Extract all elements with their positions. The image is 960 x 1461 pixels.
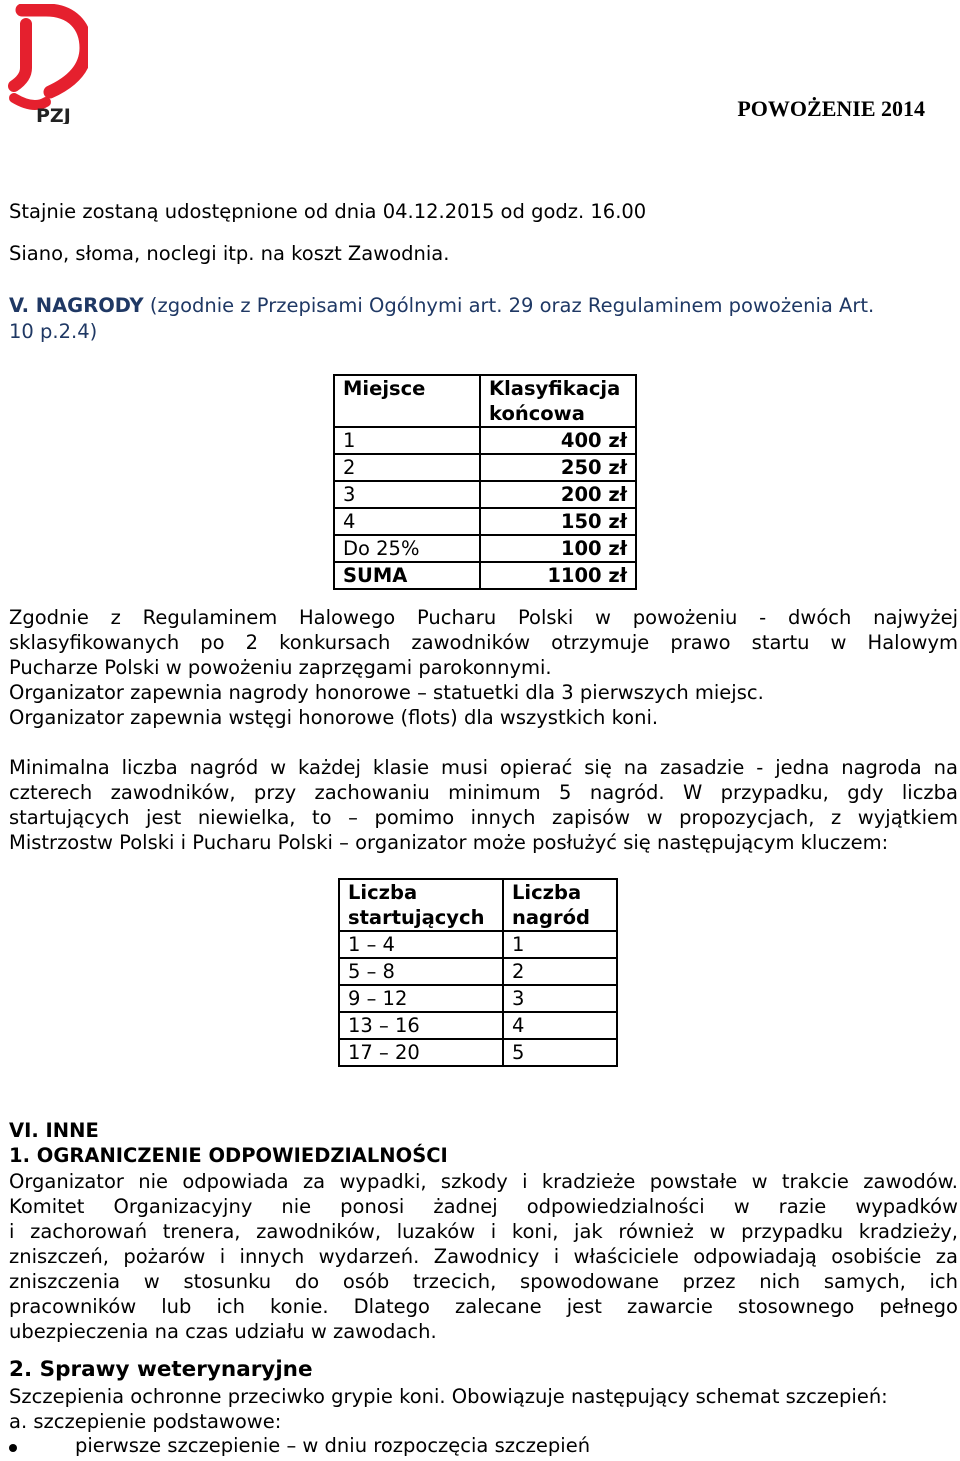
table-header-row	[334, 375, 636, 427]
table-row	[339, 931, 617, 958]
table-header-row	[339, 879, 617, 931]
starters-cell: 17 – 20	[339, 1039, 503, 1066]
prize-note-line: Pucharze Polski w powożeniu zaprzęgami parokonnymi.	[9, 656, 552, 679]
vet-basic-label: a. szczepienie podstawowe:	[9, 1410, 282, 1433]
amount-cell: 100 zł	[480, 535, 636, 562]
liability-line: Komitet Organizacyjny nie ponosi żadnej odpowiedzialności w razie wypadków	[9, 1195, 958, 1218]
min-prizes-line: Mistrzostw Polski i Pucharu Polski – organizator może posłużyć się następującym kluczem:	[9, 831, 889, 854]
table-row	[334, 481, 636, 508]
amount-cell: 150 zł	[480, 508, 636, 535]
header-starters	[339, 879, 503, 931]
header-classification	[480, 375, 636, 427]
bullet-item: pierwsze szczepienie – w dniu rozpoczęcia szczepień	[75, 1434, 591, 1457]
liability-paragraph	[9, 1169, 958, 1344]
vet-heading: 2. Sprawy weterynaryjne	[9, 1357, 313, 1382]
liability-line: zniszczeń, pożarów i innych wydarzeń. Zawodnicy i właściciele odpowiadają osobiście za	[9, 1245, 958, 1268]
header-place: Miejsce	[334, 375, 480, 427]
section-5-note-continued: 10 p.2.4)	[9, 320, 98, 343]
amount-cell: 400 zł	[480, 427, 636, 454]
stables-info: Stajnie zostaną udostępnione od dnia 04.12.2015 od godz. 16.00	[9, 200, 647, 223]
vet-text: Szczepienia ochronne przeciwko grypie koni. Obowiązuje następujący schemat szczepień:	[9, 1385, 888, 1408]
section-5-heading: V. NAGRODY	[9, 294, 144, 317]
liability-line: Organizator nie odpowiada za wypadki, szkody i kradzieże powstałe w trakcie zawodów.	[9, 1170, 958, 1193]
place-cell: 2	[334, 454, 480, 481]
header-prizes-line2: nagród	[512, 906, 590, 929]
prize-note-line: Organizator zapewnia wstęgi honorowe (flots) dla wszystkich koni.	[9, 706, 659, 729]
bullet-icon	[9, 1444, 17, 1452]
amount-cell: 200 zł	[480, 481, 636, 508]
starters-cell: 5 – 8	[339, 958, 503, 985]
prize-table	[333, 374, 637, 590]
header-prizes	[503, 879, 617, 931]
min-prizes-line: czterech zawodników, przy zachowaniu minimum 5 nagród. W przypadku, gdy liczba	[9, 781, 958, 804]
starters-cell: 1 – 4	[339, 931, 503, 958]
min-prizes-line: startujących jest niewielka, to – pomimo innych zapisów w propozycjach, z wyjątkiem	[9, 806, 958, 829]
prize-note-line: Organizator zapewnia nagrody honorowe – statuetki dla 3 pierwszych miejsc.	[9, 681, 764, 704]
place-cell: 4	[334, 508, 480, 535]
prize-note-line: Zgodnie z Regulaminem Halowego Pucharu Polski w powożeniu - dwóch najwyżej	[9, 606, 958, 629]
table-row	[339, 958, 617, 985]
table-row	[334, 508, 636, 535]
place-cell: 1	[334, 427, 480, 454]
pzj-logo-mark	[6, 4, 88, 124]
table-row-total	[334, 562, 636, 589]
min-prizes-line: Minimalna liczba nagród w każdej klasie musi opierać się na zasadzie - jedna nagroda na	[9, 756, 958, 779]
header-starters-line2: startujących	[348, 906, 485, 929]
liability-line: zniszczenia w stosunku do osób trzecich, spowodowane przez nich samych, ich	[9, 1270, 958, 1293]
table-row	[339, 1039, 617, 1066]
header-classification-line2: końcowa	[489, 402, 585, 425]
header-classification-line1: Klasyfikacja	[489, 377, 621, 400]
prize-note-line: sklasyfikowanych po 2 konkursach zawodników otrzymuje prawo startu w Halowym	[9, 631, 958, 654]
prizes-cell: 1	[503, 931, 617, 958]
table-row	[334, 427, 636, 454]
table-row	[334, 535, 636, 562]
liability-line: pracowników lub ich konie. Dlatego zalecane jest zawarcie stosownego pełnego	[9, 1295, 958, 1318]
liability-heading: 1. OGRANICZENIE ODPOWIEDZIALNOŚCI	[9, 1144, 448, 1167]
place-cell: Do 25%	[334, 535, 480, 562]
document-title: POWOŻENIE 2014	[737, 96, 925, 121]
liability-line: ubezpieczenia na czas udziału w zawodach.	[9, 1320, 437, 1343]
costs-info: Siano, słoma, noclegi itp. na koszt Zawodnia.	[9, 242, 450, 265]
table-row	[339, 1012, 617, 1039]
prize-notes	[9, 605, 958, 730]
min-prizes-paragraph	[9, 755, 958, 855]
liability-line: i zachorowań trenera, zawodników, luzaków i koni, jak również w przypadku kradzieży,	[9, 1220, 958, 1243]
prizes-cell: 2	[503, 958, 617, 985]
prizes-cell: 4	[503, 1012, 617, 1039]
section-6-heading: VI. INNE	[9, 1119, 99, 1142]
amount-cell-total: 1100 zł	[480, 562, 636, 589]
header-prizes-line1: Liczba	[512, 881, 582, 904]
table-row	[334, 454, 636, 481]
header-starters-line1: Liczba	[348, 881, 418, 904]
pzj-logo	[6, 4, 88, 124]
place-cell-total: SUMA	[334, 562, 480, 589]
section-5-heading-line	[9, 294, 874, 317]
section-5-note: (zgodnie z Przepisami Ogólnymi art. 29 oraz Regulaminem powożenia Art.	[149, 294, 875, 317]
logo-text: PZJ	[36, 105, 71, 124]
amount-cell: 250 zł	[480, 454, 636, 481]
starters-cell: 13 – 16	[339, 1012, 503, 1039]
prizes-cell: 3	[503, 985, 617, 1012]
prize-key-table	[338, 878, 618, 1067]
starters-cell: 9 – 12	[339, 985, 503, 1012]
place-cell: 3	[334, 481, 480, 508]
table-row	[339, 985, 617, 1012]
prizes-cell: 5	[503, 1039, 617, 1066]
